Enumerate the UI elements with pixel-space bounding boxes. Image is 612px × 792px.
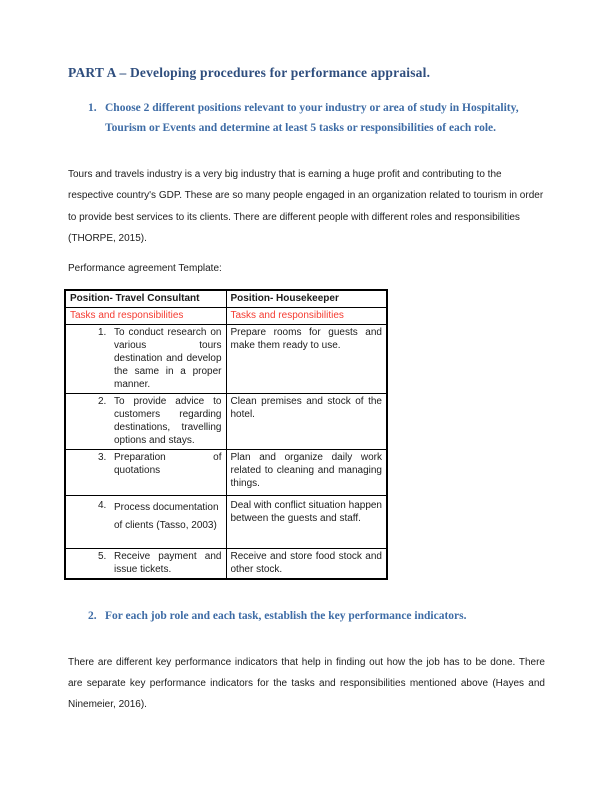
closing-paragraph: There are different key performance indicators that help in finding out how the job has to be done. There are separate key performance indicators for the tasks and responsibilities mentioned above (Hayes and Ninemeier, 2016). bbox=[68, 656, 545, 711]
task-row-4 bbox=[65, 495, 387, 548]
subheader-cell-tasks-right: Tasks and responsibilities bbox=[226, 307, 387, 324]
question-1-text: Choose 2 different positions relevant to your industry or area of study in Hospitality, Tourism or Events and determine at least 5 tasks or responsibilities of each role. bbox=[105, 102, 519, 134]
task-1-number: 1. bbox=[98, 326, 107, 338]
task-row-2 bbox=[65, 393, 387, 449]
task-row-5 bbox=[65, 548, 387, 579]
task-4-numbered-item bbox=[70, 499, 222, 535]
task-4-number: 4. bbox=[98, 499, 107, 511]
header-cell-housekeeper: Position- Housekeeper bbox=[226, 290, 387, 308]
task-3-text: Preparation of quotations bbox=[114, 451, 222, 476]
table-header-row bbox=[65, 290, 387, 308]
task-4-text: Process documentation of clients (Tasso, 2003) bbox=[114, 501, 219, 531]
task-5-text: Receive payment and issue tickets. bbox=[114, 550, 222, 575]
task-1-text: To conduct research on various tours destination and develop the same in a proper manner. bbox=[114, 326, 222, 390]
part-a-heading: PART A – Developing procedures for performance appraisal. bbox=[68, 65, 431, 80]
task-2-housekeeper-cell: Clean premises and stock of the hotel. bbox=[226, 393, 387, 449]
task-3-housekeeper-cell: Plan and organize daily work related to cleaning and managing things. bbox=[226, 449, 387, 495]
task-row-1 bbox=[65, 324, 387, 393]
table-subheader-row bbox=[65, 307, 387, 324]
task-2-numbered-item bbox=[70, 395, 222, 447]
task-2-number: 2. bbox=[98, 395, 107, 407]
header-cell-travel-consultant: Position- Travel Consultant bbox=[65, 290, 226, 308]
task-1-numbered-item bbox=[70, 326, 222, 391]
task-5-travel-cell bbox=[65, 548, 226, 579]
question-1-number: 1. bbox=[88, 102, 97, 114]
task-5-number: 5. bbox=[98, 550, 107, 562]
question-1 bbox=[88, 98, 545, 138]
task-1-housekeeper-cell: Prepare rooms for guests and make them ready to use. bbox=[226, 324, 387, 393]
task-2-text: To provide advice to customers regarding destinations, travelling options and stays. bbox=[114, 395, 222, 446]
task-1-travel-cell bbox=[65, 324, 226, 393]
task-row-3 bbox=[65, 449, 387, 495]
task-3-travel-cell bbox=[65, 449, 226, 495]
question-2-number: 2. bbox=[88, 609, 97, 622]
intro-paragraph: Tours and travels industry is a very big industry that is earning a huge profit and contributing to the respective country's GDP. These are so many people engaged in an organization related to tourism in order to provide best services to its clients. There are different people with different roles and responsibilities (THORPE, 2015). bbox=[68, 169, 544, 245]
performance-template-label: Performance agreement Template: bbox=[68, 262, 222, 274]
question-2 bbox=[88, 606, 545, 626]
task-5-numbered-item bbox=[70, 550, 222, 576]
subheader-cell-tasks-left: Tasks and responsibilities bbox=[65, 307, 226, 324]
question-2-text: For each job role and each task, establish the key performance indicators. bbox=[105, 609, 467, 622]
task-4-travel-cell bbox=[65, 495, 226, 548]
task-3-numbered-item bbox=[70, 451, 222, 477]
task-5-housekeeper-cell: Receive and store food stock and other stock. bbox=[226, 548, 387, 579]
task-2-travel-cell bbox=[65, 393, 226, 449]
task-3-number: 3. bbox=[98, 451, 107, 463]
task-4-housekeeper-cell: Deal with conflict situation happen between the guests and staff. bbox=[226, 495, 387, 548]
performance-agreement-table bbox=[64, 289, 388, 580]
